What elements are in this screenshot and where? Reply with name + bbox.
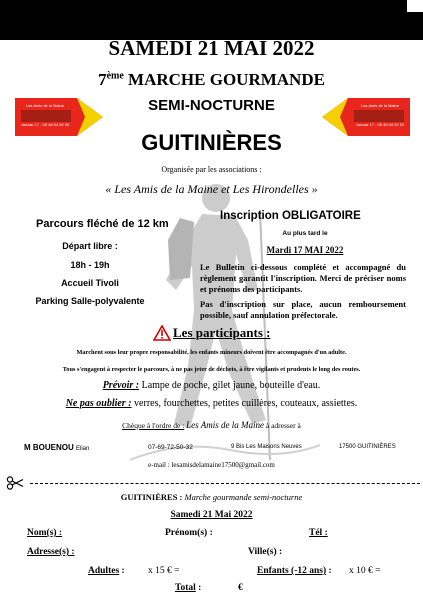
inscription-para1: Le Bulletin ci-dessous complété et accompagné du règlement garantit l'inscription. Merci de préciser noms et prénoms des participants. <box>200 262 406 294</box>
participants-line2: Tous s'engagent à respecter le parcours, à ne pas jeter de déchets, à être vigilants et prudents le long des routes. <box>62 366 361 373</box>
event-date: SAMEDI 21 MAI 2022 <box>108 36 315 60</box>
cut-line <box>30 483 420 484</box>
enfants-label: Enfants (-12 ans) <box>257 566 327 576</box>
participants-title: Les participants : <box>173 325 271 340</box>
field-tel[interactable]: Tél : <box>309 528 328 538</box>
total-row <box>175 583 201 593</box>
banner-right-text: Les Amis de la Maine Jonzac 17 - 05 46 04 92 53 <box>355 103 405 127</box>
warning-icon <box>153 325 171 341</box>
top-bar-corner <box>407 0 423 12</box>
prevoir-label: Prévoir : <box>102 380 140 391</box>
contact-first-name: Elian <box>76 446 90 452</box>
edition-number: 7 <box>98 70 107 89</box>
contact-address: 9 Bis Les Maisons Neuves <box>231 444 302 450</box>
banner-left-text: Les Amis de la Maine Jonzac 17 - 05 46 04 92 53 <box>20 103 70 127</box>
adultes-colon: : <box>121 566 125 576</box>
coupon-title-italic: Marche gourmande semi-nocturne <box>184 492 303 502</box>
adultes-row <box>88 566 125 576</box>
event-town: GUITINIÈRES <box>141 130 282 155</box>
participants-line1: Marchent sous leur propre responsabilité, les enfants mineurs doivent être accompagnés d'un adulte. <box>76 349 347 356</box>
adultes-label: Adultes <box>88 566 120 576</box>
route-title: Parcours fléché de 12 km <box>36 218 169 230</box>
cheque-line <box>0 420 423 430</box>
coupon-date: Samedi 21 Mai 2022 <box>170 510 253 520</box>
event-name: MARCHE GOURMANDE <box>128 70 325 89</box>
organised-by: Organisée par les associations : <box>161 165 262 174</box>
total-label: Total <box>175 583 196 593</box>
event-subtitle: SEMI-NOCTURNE <box>148 97 275 114</box>
prevoir-line <box>0 380 423 391</box>
event-title <box>0 70 423 90</box>
route-welcome: Accueil Tivoli <box>61 278 119 288</box>
prevoir-text: Lampe de poche, gilet jaune, bouteille d'eau. <box>139 380 321 391</box>
field-ville[interactable]: Ville(s) : <box>248 547 283 557</box>
inscription-para2: Pas d'inscription sur place, aucun remboursement possible, sauf annulation préfectorale. <box>200 299 406 320</box>
oublier-text: verres, fourchettes, petites cuillères, couteaux, assiettes. <box>131 398 358 409</box>
cheque-prefix: Chèque à l'ordre de : <box>122 421 185 430</box>
contact-city: 17500 GUITINIÈRES <box>339 444 396 450</box>
edition-sup: ème <box>106 70 124 82</box>
oublier-line <box>0 398 423 409</box>
top-bar <box>0 0 423 40</box>
field-adresse[interactable]: Adresse(s) : <box>27 547 75 557</box>
oublier-label: Ne pas oublier : <box>65 398 132 409</box>
enfants-colon: : <box>328 566 332 576</box>
route-start-time: 18h - 19h <box>70 260 110 270</box>
contact-phone: 07-69-72-50-32 <box>148 444 193 451</box>
total-euro[interactable]: € <box>238 583 243 593</box>
adultes-price[interactable]: x 15 € = <box>148 566 180 576</box>
field-nom[interactable]: Nom(s) : <box>27 528 63 538</box>
banner-left <box>15 98 103 136</box>
cheque-payee: Les Amis de la Maine <box>186 420 264 430</box>
field-prenom[interactable]: Prénom(s) : <box>165 528 213 538</box>
contact-email: e-mail : lesamisdelamaine17500@gmail.com <box>148 461 275 469</box>
coupon-title-bold: GUITINIÈRES : <box>120 492 183 502</box>
enfants-price[interactable]: x 10 € = <box>349 566 381 576</box>
banner-right <box>322 98 410 136</box>
coupon-title <box>0 492 423 502</box>
route-start-label: Départ libre : <box>62 241 118 251</box>
total-colon: : <box>198 583 202 593</box>
route-parking: Parking Salle-polyvalente <box>35 296 145 306</box>
inscription-title: Inscription OBLIGATOIRE <box>220 210 361 222</box>
scissors-icon <box>6 476 24 490</box>
enfants-row <box>257 566 332 576</box>
associations: « Les Amis de la Maine et Les Hirondelles » <box>105 182 318 196</box>
inscription-deadline: Mardi 17 MAI 2022 <box>266 245 344 255</box>
cheque-suffix: à adresser à <box>265 421 301 430</box>
contact-name: M BOUENOU Elian <box>24 443 90 452</box>
inscription-au-plus-tard: Au plus tard le <box>282 230 328 237</box>
